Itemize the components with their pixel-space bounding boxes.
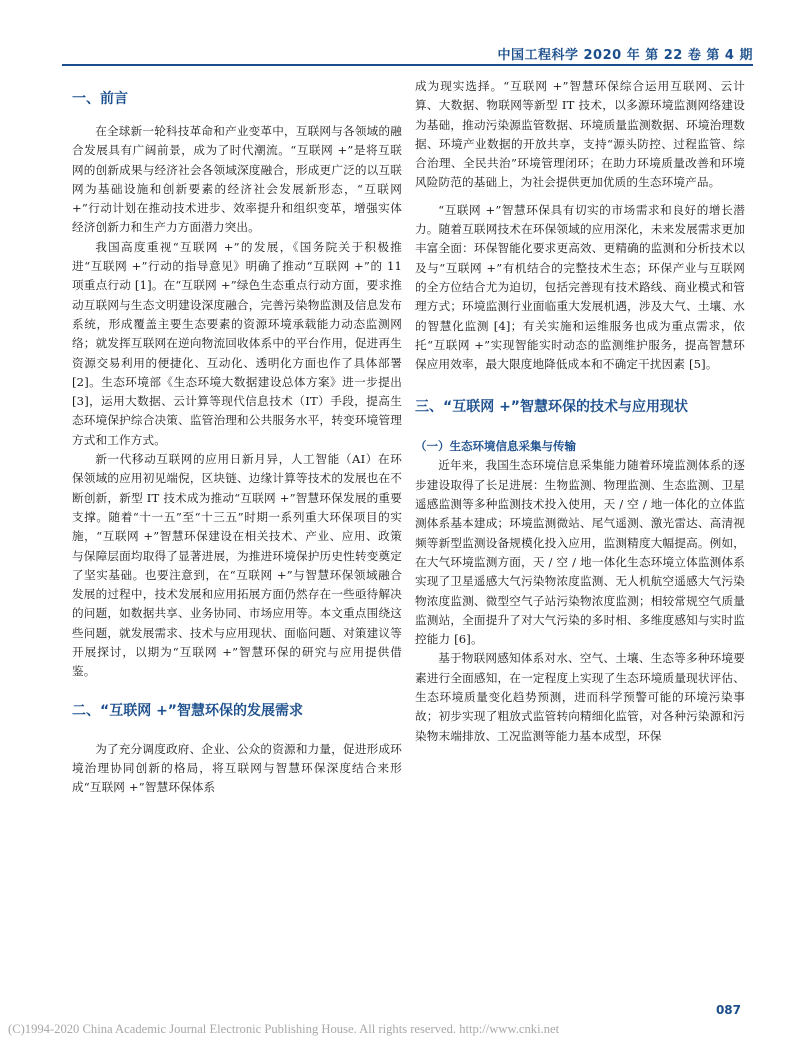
- intro-paragraph-3: 新一代移动互联网的应用日新月异，人工智能（AI）在环保领域的应用初见端倪，区块链、边缘计算等技术的发展也在不断创新，新型 IT 技术成为推动“互联网 +”智慧环保发展的重要支撑。随着“十一五”至“十三五”时期一系列重大环保项目的实施，“互联网 +”智慧环保建设在相关技术、产业、应用、政策与保障层面均取得了显著进展，为推进环境保护历史性转变奠定了坚实基础。也要注意到，在“互联网 +”与智慧环保领域融合发展的过程中，技术发展和应用拓展方面仍然存在一些亟待解决的问题，如数据共享、业务协同、市场应用等。本文重点围绕这些问题，就发展需求、技术与应用现状、面临问题、对策建议等开展探讨，以期为“互联网 +”智慧环保的研究与应用提供借鉴。: [72, 452, 402, 679]
- header-rule: [62, 64, 753, 66]
- copyright-footer: (C)1994-2020 China Academic Journal Electronic Publishing House. All rights reserved. http://www.cnki.net: [8, 1022, 560, 1036]
- subsection-1-paragraph-2: 基于物联网感知体系对水、空气、土壤、生态等多种环境要素进行全面感知，在一定程度上实现了生态环境质量现状评估、生态环境质量变化趋势预测，进而科学预警可能的环境污染事故；初步实现了粗放式监管转向精细化监管，对各种污染源和污染物末端排放、工况监测等能力基本成型，环保: [415, 651, 745, 743]
- section-2-paragraph-2: “互联网 +”智慧环保具有切实的市场需求和良好的增长潜力。随着互联网技术在环保领域的应用深化，未来发展需求更加丰富全面：环保智能化要求更高效、更精确的监测和分析技术以及与“互联网 +”有机结合的完整技术生态；环保产业与互联网的全方位结合尤为迫切，包括完善现有技术路线、商业模式和管理方式；环境监测行业面临重大发展机遇，涉及大气、土壤、水的智慧化监测 [4]；有关实施和运维服务也成为重点需求，依托“互联网 +”实现智能实时动态的监测维护服务，提高智慧环保应用效率，最大限度地降低成本和不确定干扰因素 [5]。: [415, 202, 745, 372]
- left-column: [72, 80, 402, 798]
- section-2-paragraph-1-cont: 成为现实选择。“互联网 +”智慧环保综合运用互联网、云计算、大数据、物联网等新型 IT 技术，以多源环境监测网络建设为基础，推动污染源监管数据、环境质量监测数据、环境治理数据、环境产业数据的开放共享，支持“源头防控、过程监管、综合治理、全民共治”环境管理闭环；在助力环境质量改善和环境风险防范的基础上，为社会提供更加优质的生态环境产品。: [415, 79, 745, 190]
- journal-header: 中国工程科学 2020 年 第 22 卷 第 4 期: [497, 48, 753, 63]
- section-2-heading: 二、“互联网 +”智慧环保的发展需求: [72, 702, 304, 719]
- subsection-1-paragraph-1: 近年来，我国生态环境信息采集能力随着环境监测体系的逐步建设取得了长足进展：生物监测、物理监测、生态监测、卫星遥感监测等多种监测技术投入使用，天 / 空 / 地一体化的立体监测体系基本建成；环境监测微站、尾气遥测、激光雷达、高清视频等新型监测设备规模化投入应用，监测精度大幅提高。例如，在大气环境监测方面，天 / 空 / 地一体化生态环境立体监测体系实现了卫星遥感大气污染物浓度监测、无人机航空遥感大气污染物浓度监测、微型空气子站污染物浓度监测；相较常规空气质量监测站，全面提升了对大气污染的多时相、多维度感知与实时监控能力 [6]。: [415, 458, 745, 647]
- right-column: [415, 77, 745, 746]
- section-1-heading: 一、前言: [72, 91, 128, 107]
- subsection-1-heading: （一）生态环境信息采集与传输: [415, 439, 576, 454]
- page-number: 087: [715, 1003, 741, 1017]
- section-3-heading: 三、“互联网 +”智慧环保的技术与应用现状: [415, 399, 689, 416]
- section-2-paragraph-1: 为了充分调度政府、企业、公众的资源和力量，促进形成环境治理协同创新的格局，将互联网与智慧环保深度结合来形成“互联网 +”智慧环保体系: [72, 741, 402, 795]
- intro-paragraph-2: 我国高度重视“互联网 +”的发展，《国务院关于积极推进“互联网 +”行动的指导意见》明确了推动“互联网 +”的 11 项重点行动 [1]。在“互联网 +”绿色生态重点行动方面，要求推动互联网与生态文明建设深度融合，完善污染物监测及信息发布系统，形成覆盖主要生态要素的资源环境承载能力动态监测网络；就发挥互联网在逆向物流回收体系中的平台作用，促进再生资源交易利用的便捷化、互动化、透明化方面也作了具体部署 [2]。生态环境部《生态环境大数据建设总体方案》进一步提出 [3]，运用大数据、云计算等现代信息技术（IT）手段，提高生态环境保护综合决策、监管治理和公共服务水平，转变环境管理方式和工作方式。: [72, 239, 402, 447]
- intro-paragraph-1: 在全球新一轮科技革命和产业变革中，互联网与各领域的融合发展具有广阔前景，成为了时代潮流。“互联网 +”是将互联网的创新成果与经济社会各领域深度融合，形成更广泛的以互联网为基础设施和创新要素的经济社会发展新形态，“互联网 +”行动计划在推动技术进步、效率提升和组织变革，增强实体经济创新力和生产力方面潜力突出。: [72, 124, 402, 235]
